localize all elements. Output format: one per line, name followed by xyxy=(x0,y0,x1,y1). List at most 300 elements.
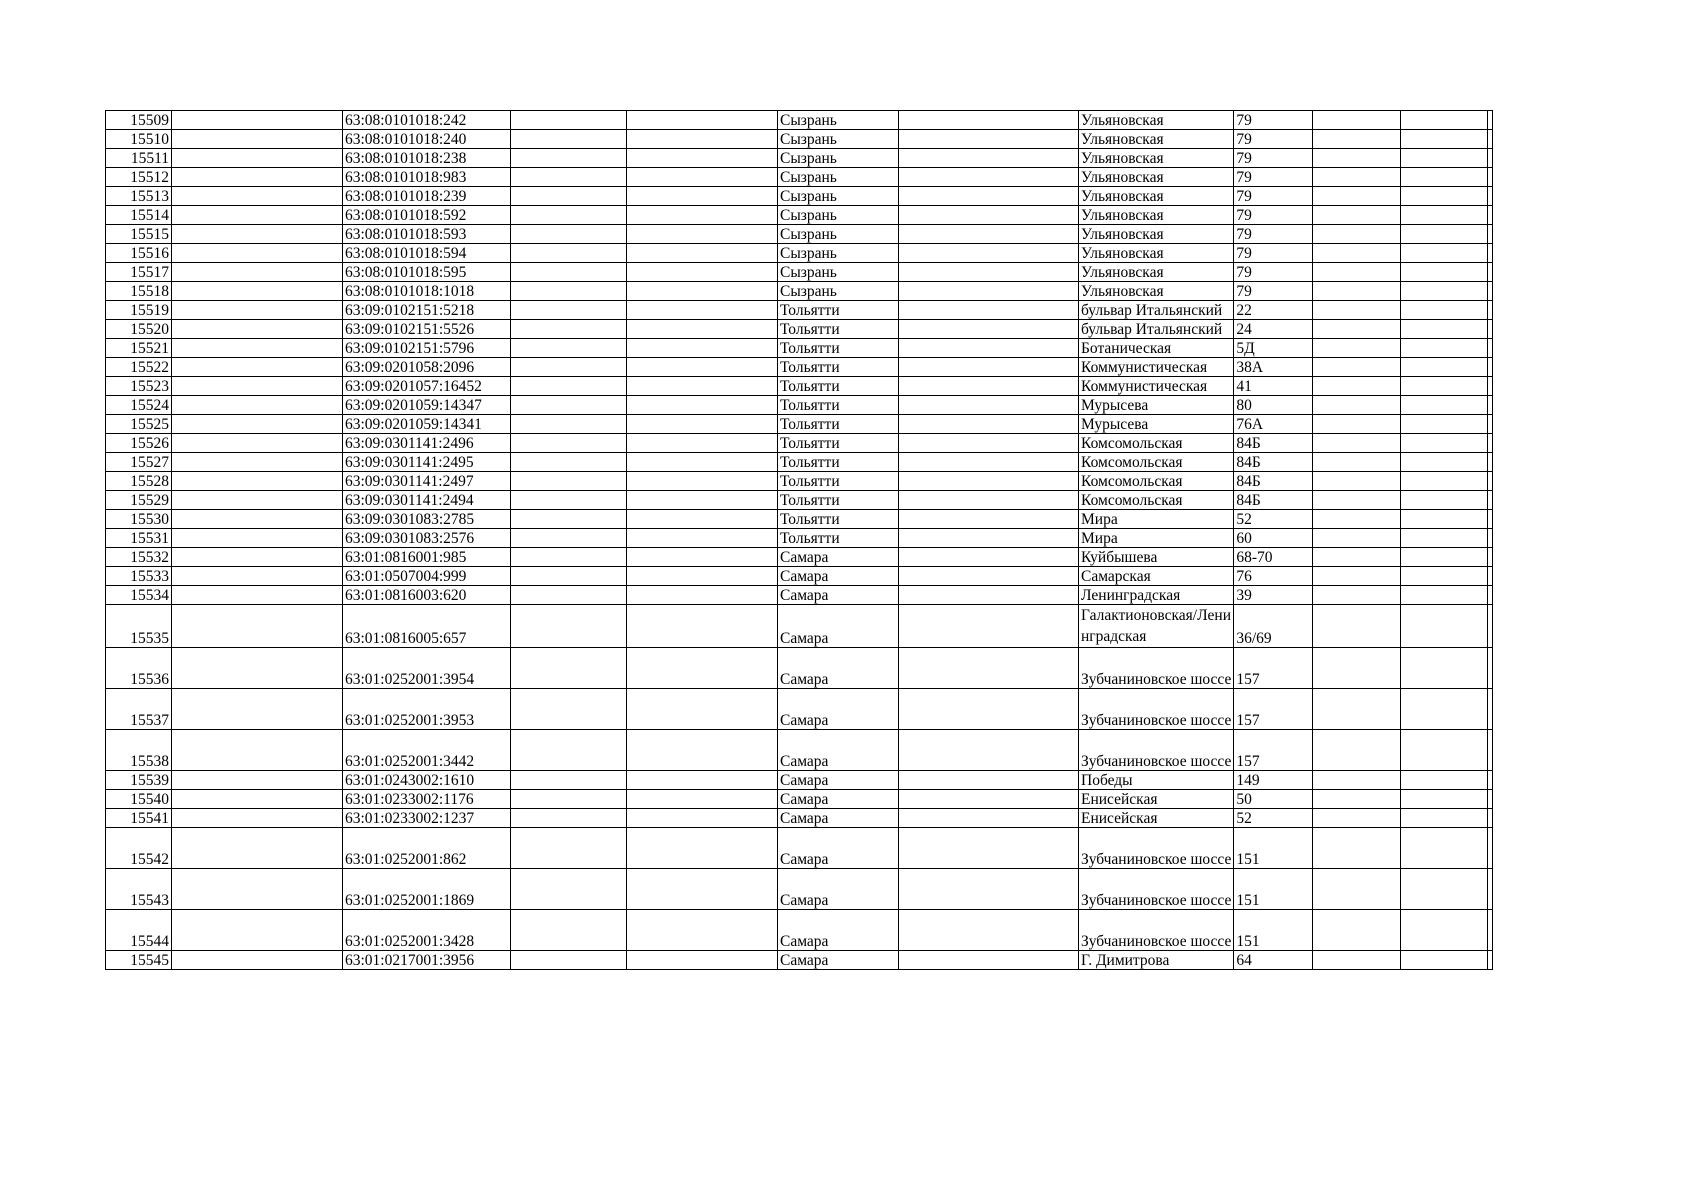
cadastral-number-cell: 63:09:0102151:5218 xyxy=(343,301,511,320)
street-cell: Мира xyxy=(1079,510,1234,529)
row-number-cell: 15525 xyxy=(106,415,172,434)
empty-cell xyxy=(1401,510,1488,529)
empty-cell xyxy=(511,149,627,168)
empty-cell xyxy=(511,605,627,648)
table-row xyxy=(106,472,1493,491)
empty-cell xyxy=(627,605,778,648)
empty-cell xyxy=(511,415,627,434)
empty-cell xyxy=(1313,472,1401,491)
empty-cell xyxy=(627,529,778,548)
city-cell: Тольятти xyxy=(778,472,899,491)
registry-table xyxy=(105,110,1493,970)
empty-cell xyxy=(1488,809,1493,828)
house-number-cell: 149 xyxy=(1234,771,1313,790)
empty-cell xyxy=(1313,510,1401,529)
street-cell: Комсомольская xyxy=(1079,453,1234,472)
empty-cell xyxy=(172,301,343,320)
empty-cell xyxy=(1488,301,1493,320)
row-number-cell: 15534 xyxy=(106,586,172,605)
street-cell: Ульяновская xyxy=(1079,244,1234,263)
empty-cell xyxy=(899,149,1079,168)
empty-cell xyxy=(172,377,343,396)
empty-cell xyxy=(1313,130,1401,149)
empty-cell xyxy=(1401,206,1488,225)
empty-cell xyxy=(511,951,627,970)
row-number-cell: 15517 xyxy=(106,263,172,282)
house-number-cell: 76 xyxy=(1234,567,1313,586)
empty-cell xyxy=(1488,320,1493,339)
empty-cell xyxy=(627,187,778,206)
empty-cell xyxy=(627,869,778,910)
cadastral-number-cell: 63:01:0816003:620 xyxy=(343,586,511,605)
empty-cell xyxy=(899,548,1079,567)
empty-cell xyxy=(172,689,343,730)
empty-cell xyxy=(899,320,1079,339)
city-cell: Тольятти xyxy=(778,453,899,472)
empty-cell xyxy=(511,790,627,809)
table-row xyxy=(106,187,1493,206)
empty-cell xyxy=(172,951,343,970)
empty-cell xyxy=(627,689,778,730)
city-cell: Самара xyxy=(778,586,899,605)
empty-cell xyxy=(1401,771,1488,790)
empty-cell xyxy=(1488,396,1493,415)
empty-cell xyxy=(1401,415,1488,434)
table-row xyxy=(106,244,1493,263)
empty-cell xyxy=(172,320,343,339)
table-row xyxy=(106,510,1493,529)
cadastral-number-cell: 63:08:0101018:594 xyxy=(343,244,511,263)
empty-cell xyxy=(899,910,1079,951)
empty-cell xyxy=(1488,869,1493,910)
street-cell: Ботаническая xyxy=(1079,339,1234,358)
house-number-cell: 22 xyxy=(1234,301,1313,320)
empty-cell xyxy=(1401,168,1488,187)
city-cell: Самара xyxy=(778,828,899,869)
empty-cell xyxy=(1401,529,1488,548)
empty-cell xyxy=(172,206,343,225)
city-cell: Тольятти xyxy=(778,491,899,510)
empty-cell xyxy=(627,377,778,396)
empty-cell xyxy=(899,951,1079,970)
empty-cell xyxy=(1313,206,1401,225)
empty-cell xyxy=(1401,396,1488,415)
cadastral-number-cell: 63:08:0101018:240 xyxy=(343,130,511,149)
empty-cell xyxy=(511,689,627,730)
house-number-cell: 84Б xyxy=(1234,472,1313,491)
empty-cell xyxy=(511,187,627,206)
empty-cell xyxy=(511,510,627,529)
empty-cell xyxy=(1488,111,1493,130)
empty-cell xyxy=(899,396,1079,415)
street-cell: Г. Димитрова xyxy=(1079,951,1234,970)
empty-cell xyxy=(1401,282,1488,301)
table-row xyxy=(106,168,1493,187)
house-number-cell: 84Б xyxy=(1234,491,1313,510)
row-number-cell: 15535 xyxy=(106,605,172,648)
empty-cell xyxy=(1488,130,1493,149)
empty-cell xyxy=(1313,605,1401,648)
empty-cell xyxy=(1313,910,1401,951)
city-cell: Тольятти xyxy=(778,415,899,434)
table-row xyxy=(106,730,1493,771)
empty-cell xyxy=(627,301,778,320)
empty-cell xyxy=(172,491,343,510)
empty-cell xyxy=(627,586,778,605)
empty-cell xyxy=(899,453,1079,472)
row-number-cell: 15530 xyxy=(106,510,172,529)
house-number-cell: 39 xyxy=(1234,586,1313,605)
street-cell: бульвар Итальянский xyxy=(1079,320,1234,339)
row-number-cell: 15514 xyxy=(106,206,172,225)
row-number-cell: 15518 xyxy=(106,282,172,301)
city-cell: Сызрань xyxy=(778,282,899,301)
cadastral-number-cell: 63:01:0217001:3956 xyxy=(343,951,511,970)
empty-cell xyxy=(1313,453,1401,472)
empty-cell xyxy=(1401,605,1488,648)
table-row xyxy=(106,567,1493,586)
city-cell: Самара xyxy=(778,771,899,790)
empty-cell xyxy=(1401,951,1488,970)
empty-cell xyxy=(172,472,343,491)
empty-cell xyxy=(172,130,343,149)
empty-cell xyxy=(1488,689,1493,730)
cadastral-number-cell: 63:08:0101018:983 xyxy=(343,168,511,187)
empty-cell xyxy=(511,282,627,301)
house-number-cell: 80 xyxy=(1234,396,1313,415)
table-row xyxy=(106,951,1493,970)
empty-cell xyxy=(172,790,343,809)
row-number-cell: 15523 xyxy=(106,377,172,396)
empty-cell xyxy=(627,320,778,339)
table-row xyxy=(106,149,1493,168)
empty-cell xyxy=(1401,453,1488,472)
cadastral-number-cell: 63:09:0201057:16452 xyxy=(343,377,511,396)
row-number-cell: 15515 xyxy=(106,225,172,244)
empty-cell xyxy=(899,225,1079,244)
empty-cell xyxy=(1401,320,1488,339)
empty-cell xyxy=(1313,790,1401,809)
city-cell: Сызрань xyxy=(778,187,899,206)
empty-cell xyxy=(172,869,343,910)
cadastral-number-cell: 63:08:0101018:595 xyxy=(343,263,511,282)
street-cell: Зубчаниновское шоссе xyxy=(1079,910,1234,951)
table-row xyxy=(106,648,1493,689)
empty-cell xyxy=(1488,263,1493,282)
empty-cell xyxy=(172,648,343,689)
empty-cell xyxy=(1401,149,1488,168)
street-cell: Комсомольская xyxy=(1079,434,1234,453)
empty-cell xyxy=(1488,828,1493,869)
empty-cell xyxy=(627,263,778,282)
house-number-cell: 41 xyxy=(1234,377,1313,396)
empty-cell xyxy=(172,809,343,828)
empty-cell xyxy=(1488,605,1493,648)
empty-cell xyxy=(511,339,627,358)
table-row xyxy=(106,809,1493,828)
empty-cell xyxy=(899,415,1079,434)
city-cell: Тольятти xyxy=(778,396,899,415)
empty-cell xyxy=(627,168,778,187)
cadastral-number-cell: 63:09:0201059:14347 xyxy=(343,396,511,415)
table-row xyxy=(106,529,1493,548)
empty-cell xyxy=(1488,434,1493,453)
row-number-cell: 15543 xyxy=(106,869,172,910)
street-cell: Енисейская xyxy=(1079,790,1234,809)
empty-cell xyxy=(1401,434,1488,453)
row-number-cell: 15511 xyxy=(106,149,172,168)
empty-cell xyxy=(172,828,343,869)
cadastral-number-cell: 63:01:0252001:1869 xyxy=(343,869,511,910)
city-cell: Сызрань xyxy=(778,206,899,225)
row-number-cell: 15537 xyxy=(106,689,172,730)
street-cell: Ульяновская xyxy=(1079,282,1234,301)
empty-cell xyxy=(899,111,1079,130)
empty-cell xyxy=(1488,377,1493,396)
empty-cell xyxy=(1488,225,1493,244)
empty-cell xyxy=(899,605,1079,648)
empty-cell xyxy=(1488,586,1493,605)
empty-cell xyxy=(172,244,343,263)
empty-cell xyxy=(627,828,778,869)
empty-cell xyxy=(1401,567,1488,586)
street-cell: Зубчаниновское шоссе xyxy=(1079,730,1234,771)
city-cell: Сызрань xyxy=(778,225,899,244)
empty-cell xyxy=(899,244,1079,263)
street-cell: Комсомольская xyxy=(1079,472,1234,491)
city-cell: Самара xyxy=(778,548,899,567)
row-number-cell: 15531 xyxy=(106,529,172,548)
city-cell: Самара xyxy=(778,567,899,586)
city-cell: Самара xyxy=(778,648,899,689)
empty-cell xyxy=(172,453,343,472)
empty-cell xyxy=(172,111,343,130)
empty-cell xyxy=(899,187,1079,206)
empty-cell xyxy=(627,396,778,415)
table-row xyxy=(106,605,1493,648)
empty-cell xyxy=(899,434,1079,453)
empty-cell xyxy=(899,168,1079,187)
empty-cell xyxy=(899,567,1079,586)
empty-cell xyxy=(172,187,343,206)
empty-cell xyxy=(1313,648,1401,689)
empty-cell xyxy=(1488,187,1493,206)
street-cell: Зубчаниновское шоссе xyxy=(1079,648,1234,689)
row-number-cell: 15522 xyxy=(106,358,172,377)
empty-cell xyxy=(1313,567,1401,586)
cadastral-number-cell: 63:09:0301141:2496 xyxy=(343,434,511,453)
row-number-cell: 15526 xyxy=(106,434,172,453)
house-number-cell: 50 xyxy=(1234,790,1313,809)
street-cell: Ульяновская xyxy=(1079,225,1234,244)
empty-cell xyxy=(1488,282,1493,301)
empty-cell xyxy=(627,111,778,130)
empty-cell xyxy=(1488,790,1493,809)
table-row xyxy=(106,491,1493,510)
empty-cell xyxy=(899,586,1079,605)
empty-cell xyxy=(899,339,1079,358)
cadastral-number-cell: 63:01:0252001:3954 xyxy=(343,648,511,689)
street-cell: Ульяновская xyxy=(1079,111,1234,130)
city-cell: Сызрань xyxy=(778,263,899,282)
row-number-cell: 15520 xyxy=(106,320,172,339)
empty-cell xyxy=(627,358,778,377)
empty-cell xyxy=(1313,396,1401,415)
city-cell: Самара xyxy=(778,730,899,771)
empty-cell xyxy=(627,244,778,263)
empty-cell xyxy=(1488,472,1493,491)
street-cell: Самарская xyxy=(1079,567,1234,586)
empty-cell xyxy=(511,396,627,415)
empty-cell xyxy=(172,225,343,244)
empty-cell xyxy=(899,263,1079,282)
empty-cell xyxy=(172,605,343,648)
empty-cell xyxy=(172,567,343,586)
house-number-cell: 79 xyxy=(1234,130,1313,149)
row-number-cell: 15521 xyxy=(106,339,172,358)
street-cell: Ульяновская xyxy=(1079,263,1234,282)
street-cell: Ульяновская xyxy=(1079,187,1234,206)
empty-cell xyxy=(1401,358,1488,377)
empty-cell xyxy=(899,648,1079,689)
street-cell: Галактионовская/Ленинградская xyxy=(1079,605,1234,648)
empty-cell xyxy=(172,529,343,548)
table-row xyxy=(106,339,1493,358)
empty-cell xyxy=(1313,301,1401,320)
empty-cell xyxy=(511,206,627,225)
empty-cell xyxy=(1401,586,1488,605)
row-number-cell: 15532 xyxy=(106,548,172,567)
empty-cell xyxy=(899,206,1079,225)
empty-cell xyxy=(1488,730,1493,771)
empty-cell xyxy=(172,396,343,415)
table-row xyxy=(106,548,1493,567)
row-number-cell: 15519 xyxy=(106,301,172,320)
empty-cell xyxy=(511,771,627,790)
empty-cell xyxy=(627,434,778,453)
empty-cell xyxy=(1401,809,1488,828)
cadastral-number-cell: 63:01:0816005:657 xyxy=(343,605,511,648)
empty-cell xyxy=(511,358,627,377)
empty-cell xyxy=(899,689,1079,730)
empty-cell xyxy=(627,149,778,168)
house-number-cell: 151 xyxy=(1234,869,1313,910)
empty-cell xyxy=(1313,869,1401,910)
empty-cell xyxy=(511,453,627,472)
empty-cell xyxy=(1401,910,1488,951)
empty-cell xyxy=(627,339,778,358)
house-number-cell: 38А xyxy=(1234,358,1313,377)
cadastral-number-cell: 63:08:0101018:593 xyxy=(343,225,511,244)
empty-cell xyxy=(627,567,778,586)
cadastral-number-cell: 63:09:0201059:14341 xyxy=(343,415,511,434)
table-row xyxy=(106,453,1493,472)
empty-cell xyxy=(627,730,778,771)
empty-cell xyxy=(1313,187,1401,206)
table-row xyxy=(106,586,1493,605)
empty-cell xyxy=(1488,567,1493,586)
empty-cell xyxy=(511,586,627,605)
house-number-cell: 84Б xyxy=(1234,434,1313,453)
empty-cell xyxy=(627,472,778,491)
empty-cell xyxy=(172,586,343,605)
city-cell: Самара xyxy=(778,951,899,970)
empty-cell xyxy=(511,648,627,689)
empty-cell xyxy=(172,434,343,453)
street-cell: Ульяновская xyxy=(1079,206,1234,225)
street-cell: Коммунистическая xyxy=(1079,358,1234,377)
house-number-cell: 76А xyxy=(1234,415,1313,434)
empty-cell xyxy=(511,377,627,396)
city-cell: Тольятти xyxy=(778,529,899,548)
empty-cell xyxy=(172,339,343,358)
empty-cell xyxy=(1401,130,1488,149)
row-number-cell: 15516 xyxy=(106,244,172,263)
empty-cell xyxy=(627,790,778,809)
empty-cell xyxy=(1488,453,1493,472)
house-number-cell: 79 xyxy=(1234,263,1313,282)
empty-cell xyxy=(899,529,1079,548)
empty-cell xyxy=(1313,730,1401,771)
empty-cell xyxy=(627,951,778,970)
empty-cell xyxy=(511,869,627,910)
street-cell: Ульяновская xyxy=(1079,168,1234,187)
house-number-cell: 52 xyxy=(1234,510,1313,529)
empty-cell xyxy=(172,282,343,301)
empty-cell xyxy=(172,730,343,771)
empty-cell xyxy=(1401,790,1488,809)
cadastral-number-cell: 63:01:0233002:1237 xyxy=(343,809,511,828)
empty-cell xyxy=(1401,225,1488,244)
table-row xyxy=(106,771,1493,790)
empty-cell xyxy=(172,548,343,567)
street-cell: бульвар Итальянский xyxy=(1079,301,1234,320)
empty-cell xyxy=(627,415,778,434)
city-cell: Тольятти xyxy=(778,301,899,320)
empty-cell xyxy=(899,301,1079,320)
empty-cell xyxy=(511,434,627,453)
empty-cell xyxy=(1313,771,1401,790)
cadastral-number-cell: 63:01:0252001:3428 xyxy=(343,910,511,951)
house-number-cell: 79 xyxy=(1234,168,1313,187)
empty-cell xyxy=(1313,809,1401,828)
empty-cell xyxy=(1488,648,1493,689)
city-cell: Тольятти xyxy=(778,339,899,358)
city-cell: Сызрань xyxy=(778,111,899,130)
empty-cell xyxy=(627,510,778,529)
empty-cell xyxy=(1401,377,1488,396)
empty-cell xyxy=(511,244,627,263)
city-cell: Тольятти xyxy=(778,434,899,453)
cadastral-number-cell: 63:01:0507004:999 xyxy=(343,567,511,586)
empty-cell xyxy=(511,320,627,339)
empty-cell xyxy=(627,225,778,244)
empty-cell xyxy=(1313,225,1401,244)
empty-cell xyxy=(1313,529,1401,548)
cadastral-number-cell: 63:09:0102151:5526 xyxy=(343,320,511,339)
empty-cell xyxy=(1313,491,1401,510)
street-cell: Ульяновская xyxy=(1079,130,1234,149)
house-number-cell: 151 xyxy=(1234,828,1313,869)
house-number-cell: 36/69 xyxy=(1234,605,1313,648)
empty-cell xyxy=(1401,301,1488,320)
city-cell: Самара xyxy=(778,910,899,951)
row-number-cell: 15513 xyxy=(106,187,172,206)
empty-cell xyxy=(1313,828,1401,869)
empty-cell xyxy=(1313,951,1401,970)
empty-cell xyxy=(1488,149,1493,168)
empty-cell xyxy=(1401,648,1488,689)
